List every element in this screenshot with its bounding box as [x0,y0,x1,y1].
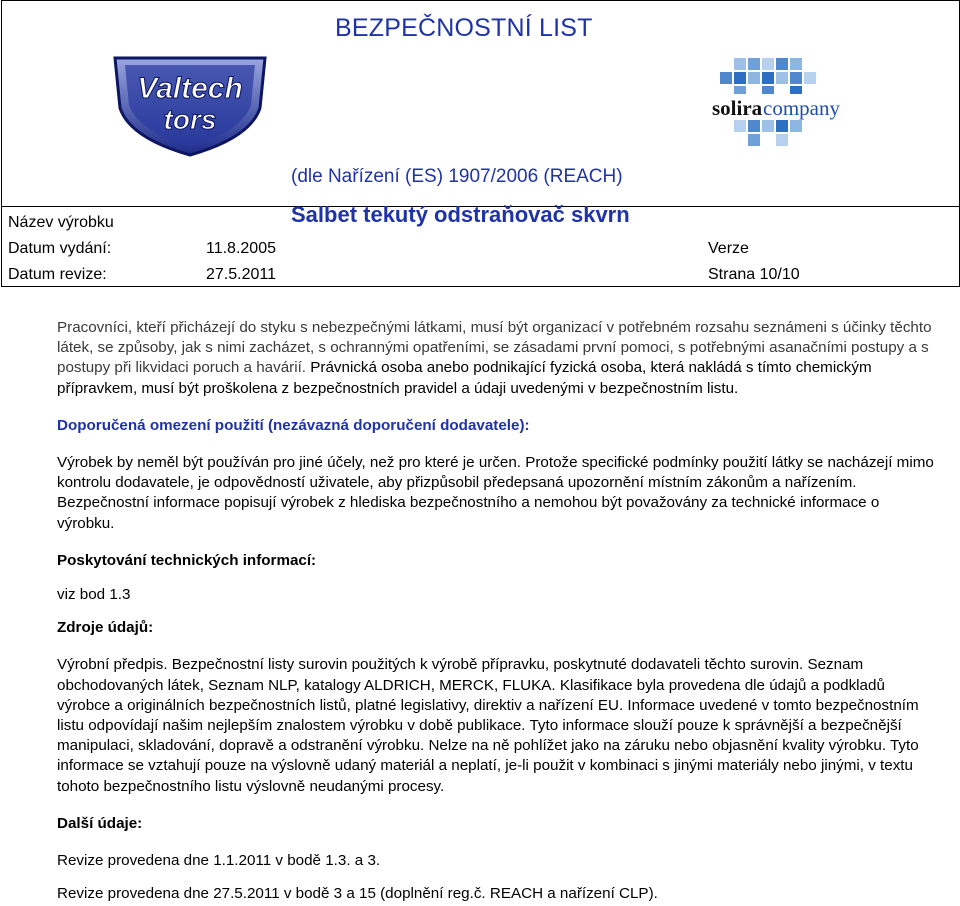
technical-info-value: viz bod 1.3 [57,586,131,604]
page-number: Strana 10/10 [708,266,800,283]
paragraph-training [57,318,937,399]
revision-date-value: 27.5.2011 [206,266,276,283]
paragraph-sources: Výrobní předpis. Bezpečnostní listy surovin použitých k výrobě přípravku, poskytnuté dodavateli těchto surovin. Seznam obchodovaných látek, Seznam NLP, katalogy ALDRICH, MERCK, FLUKA. Klasifikace byla provedena dle údajů a podkladů výrobce a originálních bezpečnostních listů, platné legislativy, direktiv a nařízení EU. Informace uvedené v tomto bezpečnostním listu odpovídají našim nejlepším znalostem výrobku v době publikace. Tyto informace slouží pouze k správnější a bezpečnější manipulaci, skladování, dopravě a odstranění výrobku. Nelze na ně pohlížet jako na záruku nebo objasnění kvality výrobku. Tyto informace se vztahují pouze na výslovně udaný materiál a neplatí, je-li použit v kombinaci s jinými materiály nebo jinými, v textu tohoto bezpečnostního listu výslovně neudanými procesy. [57,656,919,795]
svg-text:tors: tors [163,104,217,135]
soliracompany-logo [710,58,840,153]
paragraph-training-part1: Pracovníci, kteří přicházejí do styku s nebezpečnými látkami, musí být organizací v potřebném rozsahu seznámeni s účinky těchto látek, se způsoby, jak s nimi zacházet, s ochrannými opatřeními, se zásadami první pomoci, s potřebnými asanačními postupy a s postupy při likvidaci poruch a havárií. [57,319,932,377]
revision-note-2: Revize provedena dne 27.5.2011 v bodě 3 a 15 (doplnění reg.č. REACH a nařízení CLP). [57,885,658,903]
product-label: Název výrobku [8,214,114,231]
paragraph-training-part2: Právnická osoba anebo podnikající fyzická osoba, která nakládá s tímto chemickým přípravkem, musí být proškolena z bezpečnostních pravidel a údaji uvedenými v bezpečnostním listu. [57,359,872,397]
heading-restrictions: Doporučená omezení použití (nezávazná doporučení dodavatele): [57,416,530,434]
svg-text:Valtech: Valtech [137,72,243,105]
svg-text:solira: solira [712,96,763,120]
valtech-tors-logo [110,53,270,158]
regulation-reference: (dle Nařízení (ES) 1907/2006 (REACH) [291,166,623,187]
heading-sources: Zdroje údajů: [57,619,154,637]
heading-other-info: Další údaje: [57,814,143,832]
issue-date-label: Datum vydání: [8,240,112,257]
header-bottom-border [1,286,959,287]
product-name: Salbet tekutý odstraňovač skvrn [291,202,630,227]
document-title: BEZPEČNOSTNÍ LIST [335,14,593,42]
version-label: Verze [708,240,749,257]
issue-date-value: 11.8.2005 [206,240,276,257]
heading-technical-info: Poskytování technických informací: [57,551,317,569]
revision-note-1: Revize provedena dne 1.1.2011 v bodě 1.3. a 3. [57,852,381,870]
revision-date-label: Datum revize: [8,266,107,283]
document-body [57,318,937,904]
paragraph-restrictions: Výrobek by neměl být používán pro jiné účely, než pro které je určen. Protože specifické podmínky použití látky se nacházejí mimo kontrolu dodavatele, je odpovědností uživatele, aby přizpůsobil předepsaná upozornění místním zákonům a nařízením. Bezpečnostní informace popisují výrobek z hlediska bezpečnostního a nemohou být považovány za technické informace o výrobku. [57,454,934,532]
svg-text:company: company [763,96,840,120]
